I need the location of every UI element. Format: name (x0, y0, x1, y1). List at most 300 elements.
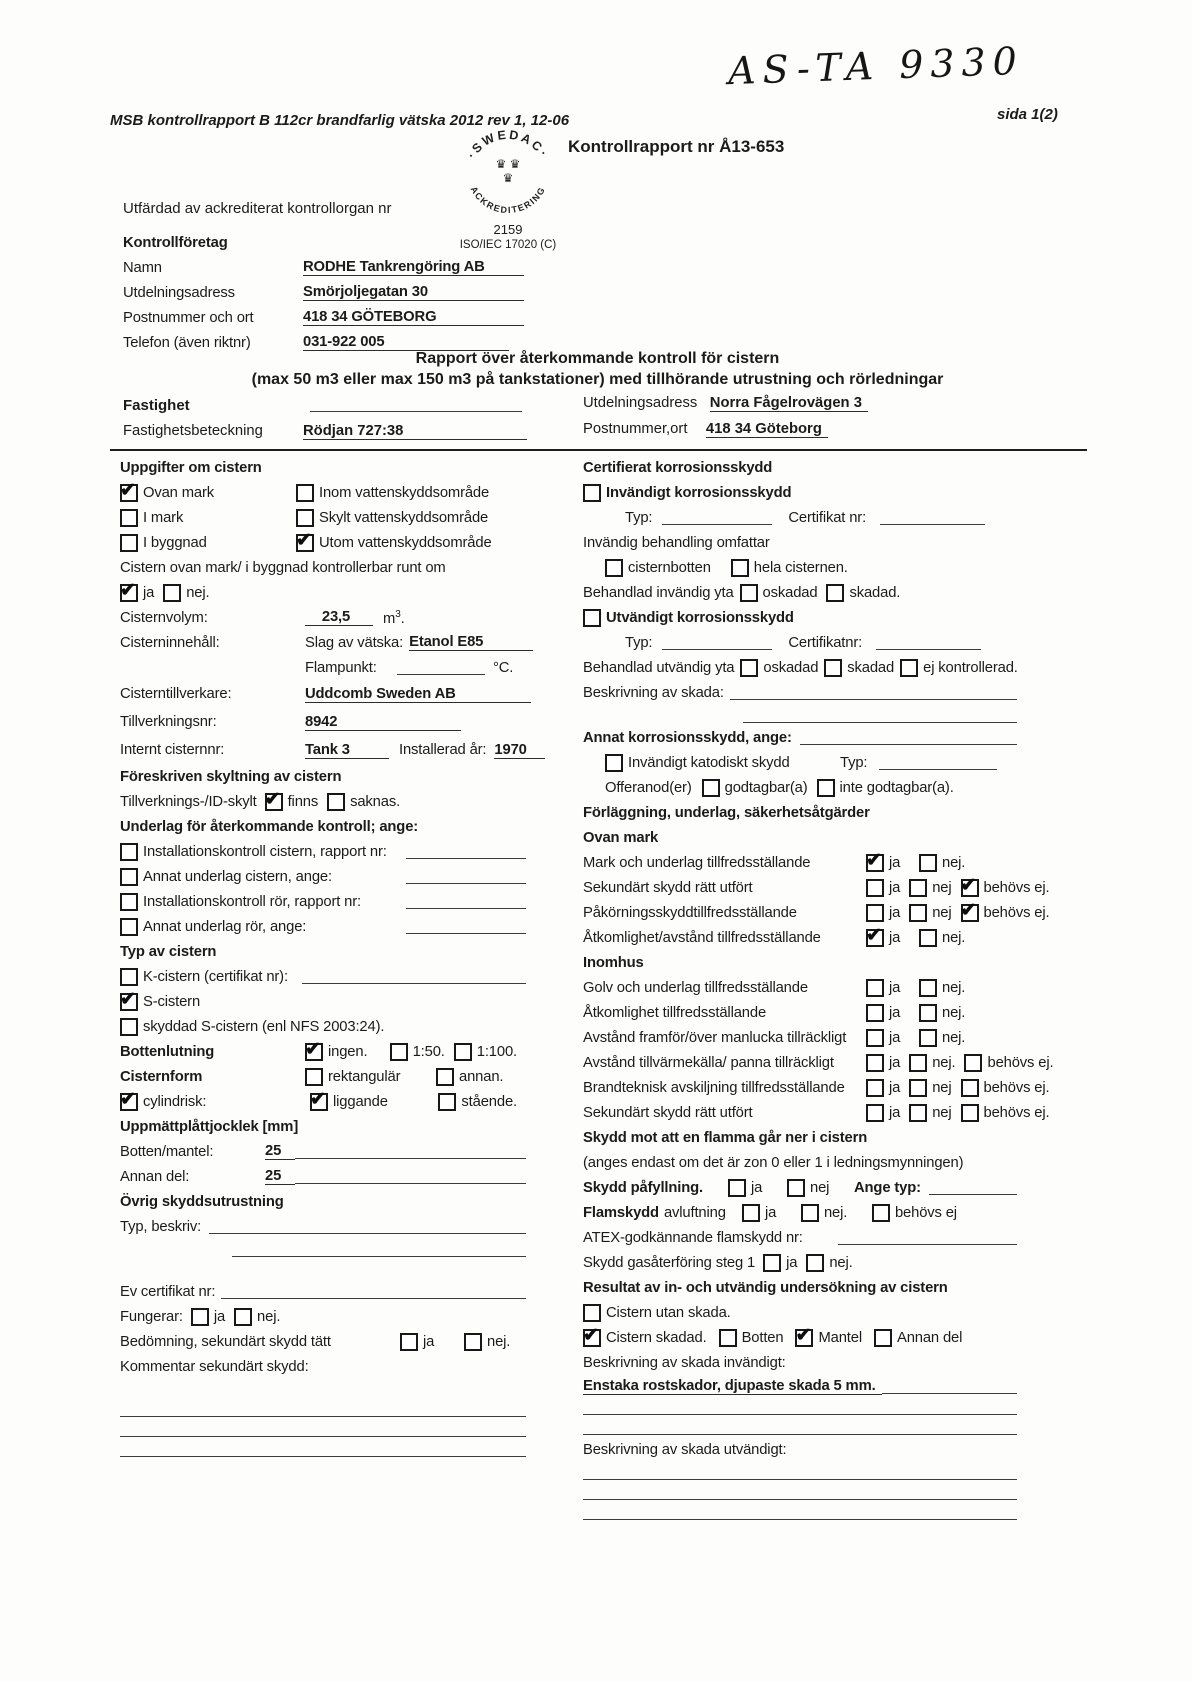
innehall-row (120, 630, 526, 655)
inv-behandling-options-row (605, 555, 1017, 580)
option-1-50 (390, 1043, 445, 1061)
kommentar-blank-field[interactable] (120, 1422, 526, 1437)
option-nej (919, 1004, 965, 1022)
company-name-row (123, 255, 543, 280)
checkbox-skylt-vattenskyddsomrade[interactable] (296, 509, 314, 527)
option-label: nej (932, 1079, 952, 1096)
checkbox-bottenlutning-ingen[interactable] (305, 1043, 323, 1061)
flampunkt-label: Flampunkt: (305, 659, 377, 676)
qrow-manlucka (583, 1025, 1017, 1050)
skyddad-s-cistern-row (120, 1014, 526, 1039)
vatska-value: Etanol E85 (409, 634, 533, 651)
checkbox-godtagbar[interactable] (702, 779, 720, 797)
option-label: Skylt vattenskyddsområde (319, 509, 489, 526)
typ-beskriv-row (120, 1214, 526, 1239)
page-number: sida 1(2) (997, 106, 1058, 123)
option-label: 1:100. (476, 1043, 517, 1060)
vatska-label: Slag av vätska: (305, 634, 404, 651)
checkbox-brandteknisk-ja[interactable] (866, 1079, 884, 1097)
checkbox-pafyllning-nej[interactable] (787, 1179, 805, 1197)
ange-typ-blank-field[interactable] (929, 1180, 1017, 1195)
blank-line[interactable] (583, 1420, 1017, 1435)
option-label: nej. (186, 584, 210, 601)
typ-blank-field[interactable] (662, 510, 772, 525)
checkbox-mantel[interactable] (795, 1329, 813, 1347)
option-label: Cistern skadad. (606, 1329, 707, 1346)
option-ja (742, 1204, 792, 1222)
checkbox-pafyllning-ja[interactable] (728, 1179, 746, 1197)
checkbox-atkomst-ja[interactable] (866, 929, 884, 947)
typ-blank-field[interactable] (662, 635, 772, 650)
typ-label: Typ: (840, 754, 868, 771)
checkbox-id-skylt-saknas[interactable] (327, 793, 345, 811)
kommentar-line-1 (120, 1399, 526, 1419)
qrow-brandteknisk (583, 1075, 1050, 1100)
checkbox-gasaterforing-ja[interactable] (763, 1254, 781, 1272)
typ-beskriv-blank-field-2[interactable] (232, 1242, 526, 1257)
utvandigt-line-2 (583, 1482, 1017, 1502)
svg-text:ACKREDITERING (469, 185, 548, 216)
pafyllning-row (583, 1175, 1017, 1200)
option-label: behövs ej. (983, 1079, 1050, 1096)
option-ej-kontrollerad (900, 659, 1018, 677)
fungerar-label: Fungerar: (120, 1308, 183, 1325)
kommentar-blank-field[interactable] (120, 1442, 526, 1457)
behandlad-invandig-row (583, 580, 1017, 605)
checkbox-varmekalla-behovs-ej[interactable] (964, 1054, 982, 1072)
checkbox-bedomning-ja[interactable] (400, 1333, 418, 1351)
annat-korrosionsskydd-label: Annat korrosionsskydd, ange: (583, 729, 792, 746)
option-label: Utom vattenskyddsområde (319, 534, 492, 551)
underlag-label: Annat underlag cistern, ange: (143, 868, 332, 885)
pafyllning-label: Skydd påfyllning. (583, 1179, 703, 1196)
checkbox-bottenlutning-1-50[interactable] (390, 1043, 408, 1061)
option-label: ja (889, 1104, 901, 1121)
option-i-mark (120, 509, 287, 527)
tillverkare-value: Uddcomb Sweden AB (305, 686, 531, 703)
typ-beskriv-blank-field[interactable] (209, 1219, 526, 1234)
company-postal-row (123, 305, 543, 330)
invandigt-extra-line-1 (583, 1397, 1017, 1417)
checkbox-cistern-skadad[interactable] (583, 1329, 601, 1347)
checkbox-annan-del[interactable] (874, 1329, 892, 1347)
option-utv-oskadad (740, 659, 818, 677)
bottenlutning-label: Bottenlutning (120, 1043, 215, 1060)
checkbox-mark-ja[interactable] (866, 854, 884, 872)
beskrivning-skada-blank-field-2[interactable] (743, 708, 1017, 723)
company-address-row (123, 280, 543, 305)
annat-korrosionsskydd-blank-field[interactable] (800, 730, 1017, 745)
blank-line[interactable] (583, 1465, 1017, 1480)
botten-mantel-row (120, 1139, 526, 1164)
checkbox-rektangular[interactable] (305, 1068, 323, 1086)
checkbox-id-skylt-finns[interactable] (265, 793, 283, 811)
tillverkningsnr-row (120, 708, 526, 736)
checkbox-sekundart-inomhus-nej[interactable] (909, 1104, 927, 1122)
checkbox-installationskontroll-cistern[interactable] (120, 843, 138, 861)
underlag-heading: Underlag för återkommande kontroll; ange: (120, 818, 419, 835)
checkbox-brandteknisk-nej[interactable] (909, 1079, 927, 1097)
option-label: I mark (143, 509, 184, 526)
annan-del-blank-field[interactable] (295, 1169, 526, 1184)
placement-row-2 (120, 505, 526, 530)
checkbox-annat-underlag-cistern[interactable] (120, 868, 138, 886)
checkbox-pakorning-nej[interactable] (909, 904, 927, 922)
question-label: Sekundärt skydd rätt utfört (583, 879, 753, 896)
seal-crowns-top: ♛ ♛ (495, 157, 521, 171)
option-inv-skadad (826, 584, 900, 602)
option-behovs-ej (964, 1054, 1053, 1072)
checkbox-avluftning-nej[interactable] (801, 1204, 819, 1222)
underlag-blank-field[interactable] (406, 894, 526, 909)
qrow-sekundart-inomhus (583, 1100, 1050, 1125)
volym-row (120, 605, 526, 630)
flamma-heading: Skydd mot att en flamma går ner i cistern (583, 1129, 868, 1146)
option-cisternbotten (605, 559, 711, 577)
option-label: ja (889, 1054, 901, 1071)
option-label: finns (287, 793, 319, 810)
checkbox-kontrollerbar-nej[interactable] (163, 584, 181, 602)
swedac-seal-icon (454, 126, 562, 222)
checkbox-s-cistern[interactable] (120, 993, 138, 1011)
seal-arc-bottom-text: ACKREDITERING (468, 184, 548, 216)
checkbox-sekundart-inomhus-behovs-ej[interactable] (961, 1104, 979, 1122)
behandlad-invandig-label: Behandlad invändig yta (583, 584, 734, 601)
checkbox-i-byggnad[interactable] (120, 534, 138, 552)
company-postal-label: Postnummer och ort (123, 309, 254, 326)
s-cistern-row (120, 989, 526, 1014)
beskrivning-skada-row (583, 680, 1017, 705)
underlag-row-3 (120, 889, 526, 914)
option-ja (866, 979, 910, 997)
checkbox-fungerar-ja[interactable] (191, 1308, 209, 1326)
invandigt-extra-line-2 (583, 1417, 1017, 1437)
report-number-title: Kontrollrapport nr Å13-653 (568, 137, 785, 156)
underlag-label: Installationskontroll cistern, rapport nr: (143, 843, 387, 860)
checkbox-avluftning-behovs-ej[interactable] (872, 1204, 890, 1222)
qrow-pakorningsskydd (583, 900, 1050, 925)
option-label: nej. (829, 1254, 853, 1271)
fastighet-blank-field[interactable] (310, 397, 522, 412)
option-nej (909, 1104, 951, 1122)
option-cistern-skadad (583, 1329, 707, 1347)
bedomning-row (120, 1329, 526, 1354)
company-address-label: Utdelningsadress (123, 284, 235, 301)
inv-typ-row (625, 505, 1017, 530)
property-postal-value: 418 34 Göteborg (706, 421, 828, 438)
checkbox-brandteknisk-behovs-ej[interactable] (961, 1079, 979, 1097)
flampunkt-row (120, 655, 526, 680)
beskrivning-utvandigt-label: Beskrivning av skada utvändigt: (583, 1441, 787, 1458)
checkbox-avluftning-ja[interactable] (742, 1204, 760, 1222)
resultat-heading: Resultat av in- och utvändig undersökning av cistern (583, 1279, 948, 1296)
typ-heading: Typ av cistern (120, 943, 217, 960)
checkbox-varmekalla-nej[interactable] (909, 1054, 927, 1072)
option-skylt-vso (296, 509, 488, 527)
k-cistern-row (120, 964, 526, 989)
kontrollerbar-answer-row (120, 580, 526, 605)
option-label: ja (889, 879, 901, 896)
seal-iso-label: ISO/IEC 17020 (C) (459, 239, 557, 252)
option-ja (866, 1029, 910, 1047)
option-label: inte godtagbar(a). (839, 779, 954, 796)
question-label: Påkörningsskyddtillfredsställande (583, 904, 797, 921)
behandlad-utvandig-row (583, 655, 1017, 680)
checkbox-atkomst-nej[interactable] (919, 929, 937, 947)
underlag-row-4 (120, 914, 526, 939)
qrow-varmekalla (583, 1050, 1054, 1075)
checkbox-hela-cisternen[interactable] (731, 559, 749, 577)
checkbox-utv-skadad[interactable] (824, 659, 842, 677)
option-label: behövs ej. (983, 904, 1050, 921)
checkbox-sekundart-ja[interactable] (866, 879, 884, 897)
plat-heading: Uppmättplåttjocklek [mm] (120, 1118, 299, 1135)
checkbox-atkomlighet-ja[interactable] (866, 1004, 884, 1022)
option-label: ja (889, 1004, 901, 1021)
checkbox-skyddad-s-cistern[interactable] (120, 1018, 138, 1036)
option-annan-del (874, 1329, 962, 1347)
checkbox-sekundart-inomhus-ja[interactable] (866, 1104, 884, 1122)
blank-line[interactable] (583, 1505, 1017, 1520)
atex-label: ATEX-godkännande flamskydd nr: (583, 1229, 803, 1246)
beskrivning-skada-blank-field[interactable] (730, 685, 1017, 700)
checkbox-utvandigt-korrosionsskydd[interactable] (583, 609, 601, 627)
checkbox-utom-vattenskyddsomrade[interactable] (296, 534, 314, 552)
checkbox-invandigt-korrosionsskydd[interactable] (583, 484, 601, 502)
checkbox-manlucka-nej[interactable] (919, 1029, 937, 1047)
cistern-utan-skada-label: Cistern utan skada. (606, 1304, 731, 1321)
option-nej (801, 1204, 863, 1222)
blank-line[interactable] (583, 1485, 1017, 1500)
qrow-atkomlighet-inomhus (583, 1000, 1017, 1025)
checkbox-botten[interactable] (719, 1329, 737, 1347)
certifikatnr-blank-field[interactable] (876, 635, 981, 650)
checkbox-cistern-utan-skada[interactable] (583, 1304, 601, 1322)
checkbox-cisternbotten[interactable] (605, 559, 623, 577)
kommentar-line-3 (120, 1439, 526, 1459)
blank-line[interactable] (583, 1400, 1017, 1415)
flamskydd-label-bold: Flamskydd (583, 1204, 659, 1221)
cisternform-label: Cisternform (120, 1068, 203, 1085)
invandigt-korrosionsskydd-row (583, 480, 1017, 505)
gasaterforing-label: Skydd gasåterföring steg 1 (583, 1254, 756, 1271)
checkbox-bottenlutning-1-100[interactable] (454, 1043, 472, 1061)
qrow-mark-underlag (583, 850, 1017, 875)
checkbox-invandigt-katodiskt-skydd[interactable] (605, 754, 623, 772)
option-behovs-ej (872, 1204, 957, 1222)
option-label: nej. (942, 979, 966, 996)
checkbox-inom-vattenskyddsomrade[interactable] (296, 484, 314, 502)
checkbox-inte-godtagbar[interactable] (817, 779, 835, 797)
checkbox-kontrollerbar-ja[interactable] (120, 584, 138, 602)
checkbox-gasaterforing-nej[interactable] (806, 1254, 824, 1272)
option-label: 1:50. (412, 1043, 445, 1060)
beskrivning-invandigt-value-row (583, 1375, 1017, 1397)
tillverkningsnr-label: Tillverkningsnr: (120, 714, 217, 730)
option-label: nej (932, 1104, 952, 1121)
question-label: Avstånd framför/över manlucka tillräckligt (583, 1029, 847, 1046)
ev-certifikat-blank-field[interactable] (221, 1284, 526, 1299)
typ-label: Typ: (625, 509, 653, 526)
option-ja (728, 1179, 778, 1197)
option-ja (866, 1004, 910, 1022)
option-label: behövs ej. (983, 1104, 1050, 1121)
property-beteckning-value: Rödjan 727:38 (303, 423, 527, 440)
gasaterforing-row (583, 1250, 1017, 1275)
k-cistern-blank-field[interactable] (302, 969, 526, 984)
checkbox-golv-ja[interactable] (866, 979, 884, 997)
underlag-blank-field[interactable] (406, 919, 526, 934)
checkbox-fungerar-nej[interactable] (234, 1308, 252, 1326)
option-utv-skadad (824, 659, 894, 677)
option-annan (436, 1068, 503, 1086)
annan-del-row (120, 1164, 526, 1189)
checkbox-k-cistern[interactable] (120, 968, 138, 986)
kommentar-blank-field[interactable] (120, 1402, 526, 1417)
underlag-row-2 (120, 864, 526, 889)
company-heading: Kontrollföretag (123, 234, 228, 251)
checkbox-manlucka-ja[interactable] (866, 1029, 884, 1047)
option-label: nej. (942, 1029, 966, 1046)
checkbox-i-mark[interactable] (120, 509, 138, 527)
option-label: behövs ej. (983, 879, 1050, 896)
option-inte-godtagbar (817, 779, 954, 797)
option-nej (919, 979, 965, 997)
option-bedomning-ja (400, 1333, 455, 1351)
checkbox-installationskontroll-ror[interactable] (120, 893, 138, 911)
katodiskt-typ-blank-field[interactable] (879, 755, 997, 770)
option-label: nej. (942, 929, 966, 946)
checkbox-ovan-mark[interactable] (120, 484, 138, 502)
option-label: stående. (461, 1093, 517, 1110)
tillverkare-label: Cisterntillverkare: (120, 686, 232, 702)
property-address-row (583, 394, 868, 412)
option-label: ja (786, 1254, 798, 1271)
checkbox-mark-nej[interactable] (919, 854, 937, 872)
internt-label: Internt cisternnr: (120, 742, 225, 758)
invandigt-korrosionsskydd-label: Invändigt korrosionsskydd (606, 484, 792, 501)
option-inv-oskadad (740, 584, 818, 602)
option-ja (866, 854, 910, 872)
company-postal-value: 418 34 GÖTEBORG (303, 309, 524, 326)
option-label: ja (423, 1333, 435, 1350)
checkbox-liggande[interactable] (310, 1093, 328, 1111)
offeranod-label: Offeranod(er) (605, 779, 692, 796)
checkbox-sekundart-nej[interactable] (909, 879, 927, 897)
ange-typ-label: Ange typ: (854, 1179, 921, 1196)
question-label: Mark och underlag tillfredsställande (583, 854, 811, 871)
checkbox-inv-skadad[interactable] (826, 584, 844, 602)
option-label: hela cisternen. (753, 559, 848, 576)
checkbox-staende[interactable] (438, 1093, 456, 1111)
atex-blank-field[interactable] (838, 1230, 1017, 1245)
internt-row (120, 736, 526, 764)
property-beteckning-row (123, 423, 527, 440)
checkbox-atkomlighet-nej[interactable] (919, 1004, 937, 1022)
option-label: godtagbar(a) (724, 779, 808, 796)
flampunkt-blank-field[interactable] (397, 660, 485, 675)
checkbox-golv-nej[interactable] (919, 979, 937, 997)
option-behovs-ej (961, 879, 1050, 897)
option-label: behövs ej. (987, 1054, 1054, 1071)
underlag-blank-field[interactable] (406, 844, 526, 859)
checkbox-pakorning-behovs-ej[interactable] (961, 904, 979, 922)
company-block (123, 230, 543, 355)
option-label: Ovan mark (143, 484, 215, 501)
beskrivning-invandigt-blank[interactable] (882, 1379, 1017, 1394)
ev-certifikat-row (120, 1279, 526, 1304)
underlag-row-1 (120, 839, 526, 864)
option-label: nej. (942, 1004, 966, 1021)
annan-del-label: Annan del: (120, 1168, 190, 1185)
certifikat-label: Certifikat nr: (788, 509, 867, 526)
kommentar-label: Kommentar sekundärt skydd: (120, 1358, 309, 1375)
checkbox-varmekalla-ja[interactable] (866, 1054, 884, 1072)
left-column (120, 455, 526, 1459)
botten-mantel-blank-field[interactable] (295, 1144, 526, 1159)
flampunkt-unit: °C. (493, 659, 514, 676)
checkbox-cylindrisk[interactable] (120, 1093, 138, 1111)
atex-row (583, 1225, 1017, 1250)
option-i-byggnad (120, 534, 287, 552)
checkbox-annat-underlag-ror[interactable] (120, 918, 138, 936)
question-label: Golv och underlag tillfredsställande (583, 979, 808, 996)
checkbox-utv-oskadad[interactable] (740, 659, 758, 677)
bedomning-label: Bedömning, sekundärt skydd tätt (120, 1333, 331, 1350)
fastighet-label: Fastighet (123, 397, 190, 414)
option-label: behövs ej (894, 1204, 957, 1221)
certifikatnr-label: Certifikatnr: (788, 634, 863, 651)
option-ja (120, 584, 154, 602)
skyddad-s-cistern-label: skyddad S-cistern (enl NFS 2003:24). (143, 1018, 385, 1035)
option-label: I byggnad (143, 534, 207, 551)
checkbox-annan-form[interactable] (436, 1068, 454, 1086)
volym-value: 23,5 (305, 609, 373, 626)
property-beteckning-label: Fastighetsbeteckning (123, 423, 263, 439)
option-label: skadad. (849, 584, 901, 601)
checkbox-sekundart-behovs-ej[interactable] (961, 879, 979, 897)
utvandigt-korrosionsskydd-label: Utvändigt korrosionsskydd (606, 609, 794, 626)
question-label: Sekundärt skydd rätt utfört (583, 1104, 753, 1121)
report-title-line2: (max 50 m3 eller max 150 m3 på tankstationer) med tillhörande utrustning och rörledningar (251, 371, 944, 388)
qrow-golv (583, 975, 1017, 1000)
korrosion-heading: Certifierat korrosionsskydd (583, 459, 773, 476)
option-nej (919, 929, 965, 947)
qrow-atkomlighet-avstand (583, 925, 1017, 950)
option-label: nej. (823, 1204, 848, 1221)
utvandigt-line-1 (583, 1462, 1017, 1482)
checkbox-ej-kontrollerad[interactable] (900, 659, 918, 677)
company-name-value: RODHE Tankrengöring AB (303, 259, 524, 276)
ovan-mark-subheading: Ovan mark (583, 829, 659, 846)
certifikat-blank-field[interactable] (880, 510, 985, 525)
option-hela-cisternen (731, 559, 848, 577)
checkbox-inv-oskadad[interactable] (740, 584, 758, 602)
avluftning-label: avluftning (663, 1204, 726, 1221)
utvandigt-line-3 (583, 1502, 1017, 1522)
option-behovs-ej (961, 1104, 1050, 1122)
spacer-row (120, 1379, 526, 1399)
option-nej (909, 1054, 955, 1072)
underlag-blank-field[interactable] (406, 869, 526, 884)
cistern-heading: Uppgifter om cistern (120, 459, 262, 476)
id-skylt-label: Tillverknings-/ID-skylt (120, 793, 257, 810)
fungerar-row (120, 1304, 526, 1329)
option-label: ja (213, 1308, 226, 1325)
checkbox-bedomning-nej[interactable] (464, 1333, 482, 1351)
checkbox-pakorning-ja[interactable] (866, 904, 884, 922)
option-nej (909, 1079, 951, 1097)
